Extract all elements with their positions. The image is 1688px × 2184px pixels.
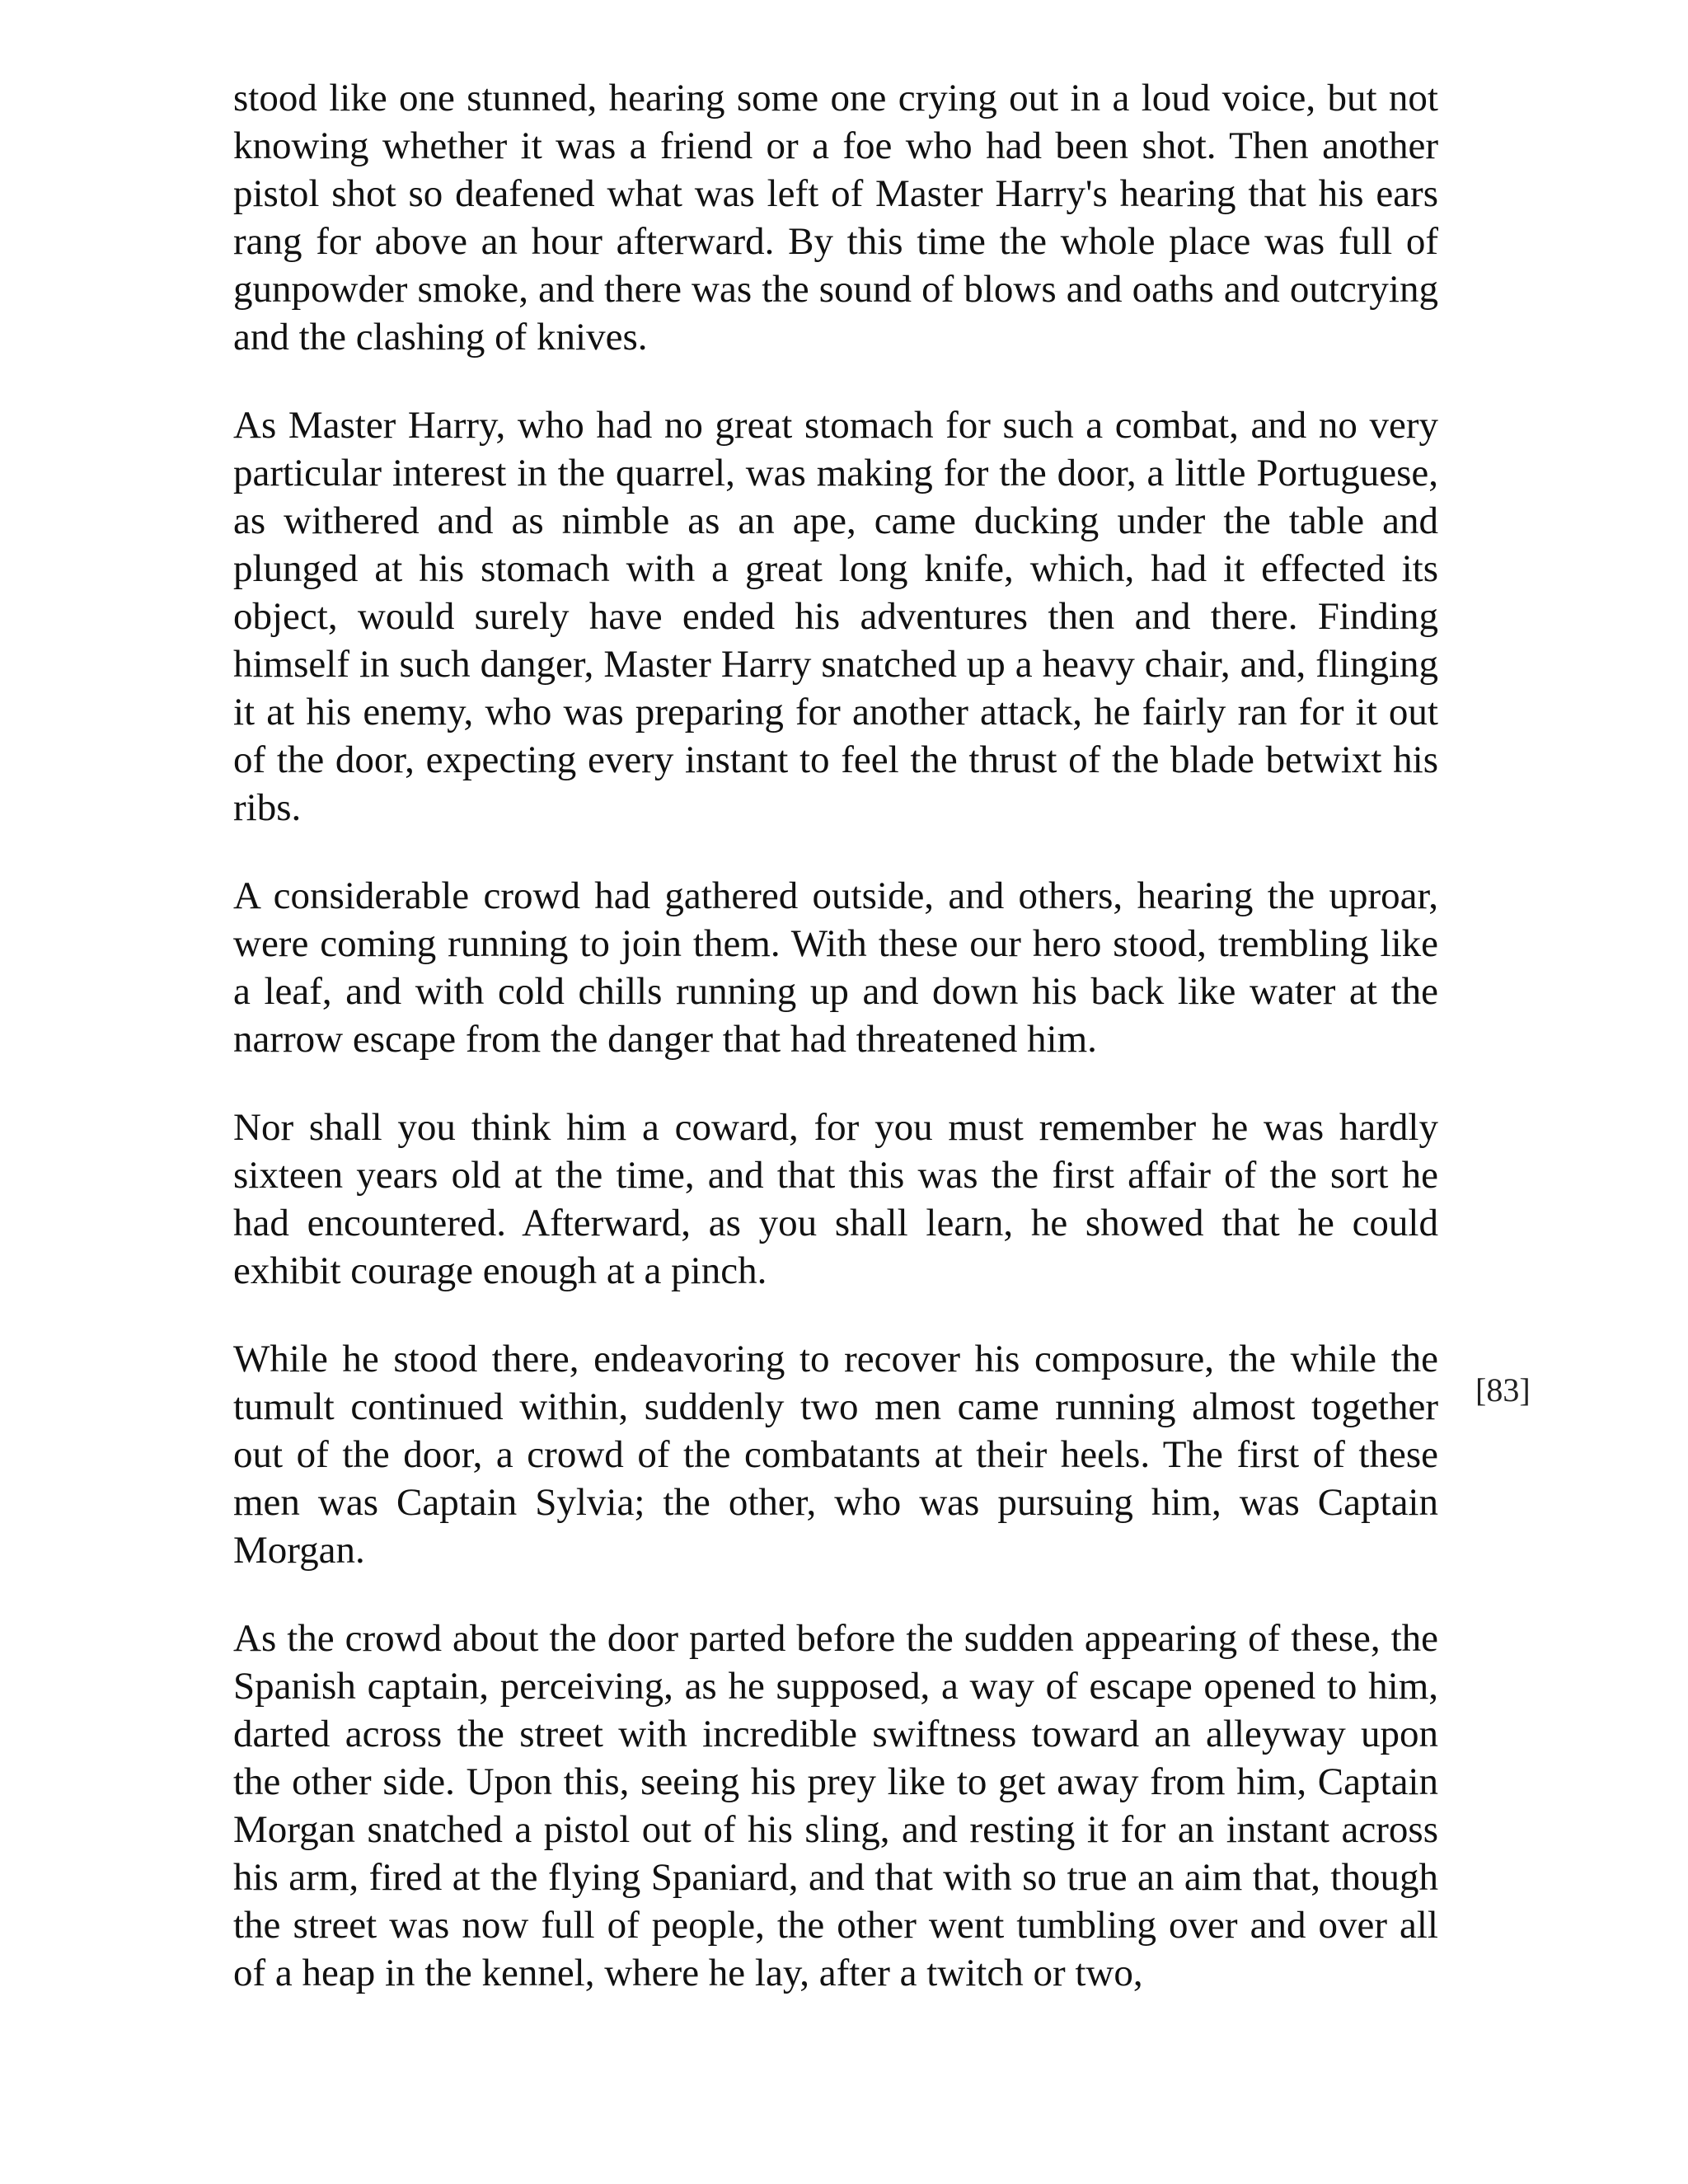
paragraph-6: As the crowd about the door parted before the sudden appearing of these, the Spanish captain, perceiving, as he supposed, a way of escape opened to him, darted across the street with incredible swiftness toward an alleyway upon the other side. Upon this, seeing his prey like to get away from him, Captain Morgan snatched a pistol out of his sling, and resting it for an instant across his arm, fired at the flying Spaniard, and that with so true an aim that, though the street was now full of people, the other went tumbling over and over all of a heap in the kennel, where he lay, after a twitch or two,	[233, 1617, 1438, 1994]
paragraph-2: As Master Harry, who had no great stomach for such a combat, and no very particular interest in the quarrel, was making for the door, a little Portuguese, as withered and as nimble as an ape, came ducking under the table and plunged at his stomach with a great long knife, which, had it effected its object, would surely have ended his adventures then and there. Finding himself in such danger, Master Harry snatched up a heavy chair, and, flinging it at his enemy, who was preparing for another attack, he fairly ran for it out of the door, expecting every instant to feel the thrust of the blade betwixt his ribs.	[233, 404, 1438, 829]
paragraph-1: stood like one stunned, hearing some one crying out in a loud voice, but not knowing whether it was a friend or a foe who had been shot. Then another pistol shot so deafened what was left of Master Harry's hearing that his ears rang for above an hour afterward. By this time the whole place was full of gunpowder smoke, and there was the sound of blows and oaths and outcrying and the clashing of knives.	[233, 77, 1438, 359]
paragraph-5: While he stood there, endeavoring to recover his composure, the while the tumult continued within, suddenly two men came running almost together out of the door, a crowd of the combatants at their heels. The first of these men was Captain Sylvia; the other, who was pursuing him, was Captain Morgan.	[233, 1338, 1438, 1572]
paragraph-4: Nor shall you think him a coward, for you must remember he was hardly sixteen years old at the time, and that this was the first affair of the sort he had encountered. Afterward, as you shall learn, he showed that he could exhibit courage enough at a pinch.	[233, 1106, 1438, 1292]
page-number: [83]	[1475, 1371, 1531, 1408]
page-body	[233, 74, 1438, 2037]
paragraph-3: A considerable crowd had gathered outside, and others, hearing the uproar, were coming running to join them. With these our hero stood, trembling like a leaf, and with cold chills running up and down his back like water at the narrow escape from the danger that had threatened him.	[233, 874, 1438, 1061]
